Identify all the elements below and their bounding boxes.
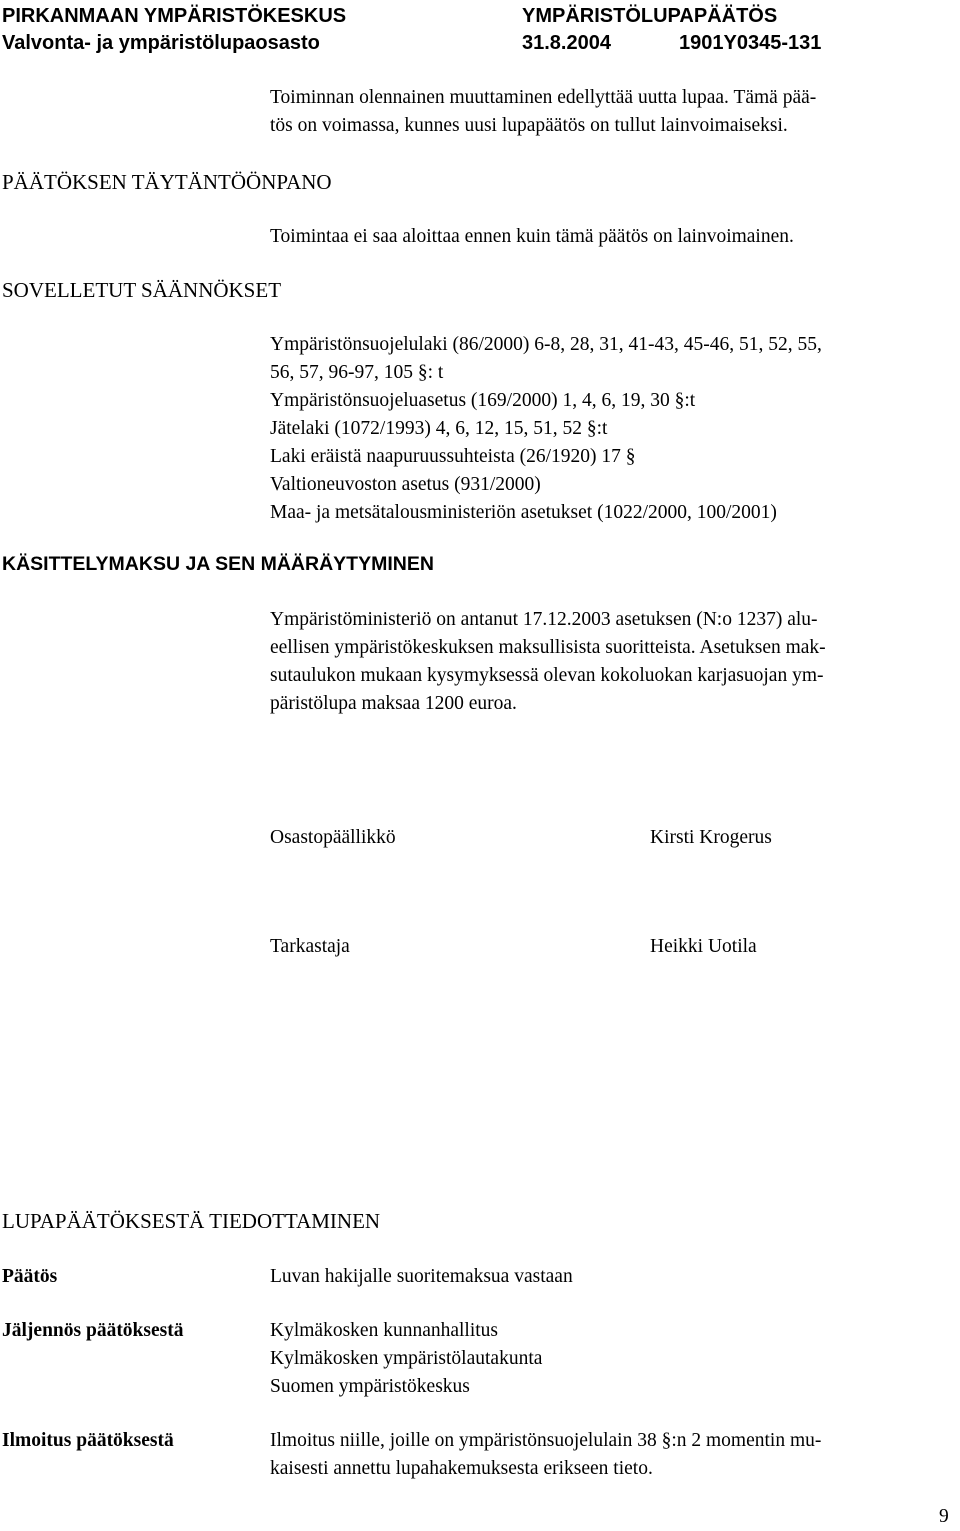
rule-line: Ympäristönsuojelulaki (86/2000) 6-8, 28, 31, 41-43, 45-46, 51, 52, 55,: [270, 334, 822, 355]
header-date: 31.8.2004: [522, 32, 611, 54]
recipient-line: Luvan hakijalle suoritemaksua vastaan: [270, 1266, 573, 1287]
intro-line: tös on voimassa, kunnes uusi lupapäätös on tullut lainvoimaiseksi.: [270, 115, 788, 136]
applied-rules-heading: SOVELLETUT SÄÄNNÖKSET: [2, 278, 282, 302]
header-document-type: YMPÄRISTÖLUPAPÄÄTÖS: [522, 5, 778, 27]
header-organization: PIRKANMAAN YMPÄRISTÖKESKUS: [2, 5, 347, 27]
rule-line: Jätelaki (1072/1993) 4, 6, 12, 15, 51, 52 §:t: [270, 418, 608, 439]
enforcement-text: Toimintaa ei saa aloittaa ennen kuin tämä päätös on lainvoimainen.: [270, 226, 794, 247]
intro-paragraph: [270, 84, 816, 140]
recipient-line: Kylmäkosken ympäristölautakunta: [270, 1348, 543, 1369]
signature-title: Osastopäällikkö: [270, 827, 396, 848]
applied-rules-list: [270, 331, 822, 527]
rule-line: 56, 57, 96-97, 105 §: t: [270, 362, 444, 383]
signature-name: Heikki Uotila: [650, 936, 757, 957]
recipient-line: Suomen ympäristökeskus: [270, 1376, 470, 1397]
fee-heading: KÄSITTELYMAKSU JA SEN MÄÄRÄYTYMINEN: [2, 553, 434, 575]
fee-paragraph: [270, 606, 826, 718]
intro-line: Toiminnan olennainen muuttaminen edellyttää uutta lupaa. Tämä pää-: [270, 87, 817, 108]
fee-line: eellisen ympäristökeskuksen maksullisista suoritteista. Asetuksen mak-: [270, 637, 826, 658]
header-reference: 1901Y0345-131: [679, 32, 822, 54]
recipient-line: kaisesti annettu lupahakemuksesta erikseen tieto.: [270, 1458, 653, 1479]
notification-label-notice: Ilmoitus päätöksestä: [2, 1430, 174, 1451]
page-number: 9: [939, 1506, 949, 1527]
rule-line: Ympäristönsuojeluasetus (169/2000) 1, 4, 6, 19, 30 §:t: [270, 390, 696, 411]
rule-line: Valtioneuvoston asetus (931/2000): [270, 474, 541, 495]
signature-name: Kirsti Krogerus: [650, 827, 772, 848]
rule-line: Maa- ja metsätalousministeriön asetukset (1022/2000, 100/2001): [270, 502, 777, 523]
recipient-line: Ilmoitus niille, joille on ympäristönsuojelulain 38 §:n 2 momentin mu-: [270, 1430, 822, 1451]
signature-title: Tarkastaja: [270, 936, 350, 957]
notification-value-decision: [270, 1263, 573, 1291]
notification-heading: LUPAPÄÄTÖKSESTÄ TIEDOTTAMINEN: [2, 1209, 381, 1233]
recipient-line: Kylmäkosken kunnanhallitus: [270, 1320, 499, 1341]
notification-label-decision: Päätös: [2, 1266, 58, 1287]
header-department: Valvonta- ja ympäristölupaosasto: [2, 32, 320, 54]
fee-line: sutaulukon mukaan kysymyksessä olevan kokoluokan karjasuojan ym-: [270, 665, 824, 686]
notification-value-copy: [270, 1317, 542, 1401]
enforcement-heading: PÄÄTÖKSEN TÄYTÄNTÖÖNPANO: [2, 170, 332, 194]
fee-line: Ympäristöministeriö on antanut 17.12.2003 asetuksen (N:o 1237) alu-: [270, 609, 818, 630]
notification-label-copy: Jäljennös päätöksestä: [2, 1320, 184, 1341]
rule-line: Laki eräistä naapuruussuhteista (26/1920) 17 §: [270, 446, 636, 467]
notification-value-notice: [270, 1427, 821, 1483]
fee-line: päristölupa maksaa 1200 euroa.: [270, 693, 517, 714]
